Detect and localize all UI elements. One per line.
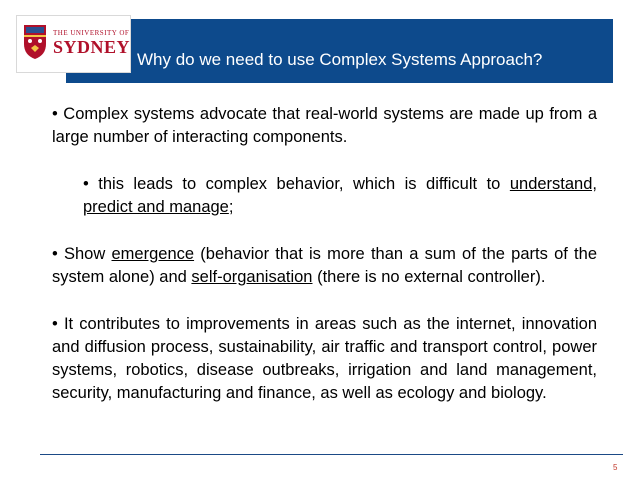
underlined-phrase: understand, predict and manage bbox=[83, 175, 597, 216]
bullet-marker: • bbox=[52, 315, 58, 333]
bullet-1 bbox=[52, 103, 597, 149]
crest-icon bbox=[23, 24, 47, 60]
bullet-marker: • bbox=[52, 105, 58, 123]
bullet-2 bbox=[52, 243, 597, 289]
bullet-2-text-a: Show bbox=[64, 245, 112, 263]
bullet-2-text-c: (there is no external controller). bbox=[312, 268, 546, 286]
logo-university-of: THE UNIVERSITY OF bbox=[53, 29, 130, 37]
slide-body bbox=[52, 103, 597, 405]
sub-bullet-end: ; bbox=[228, 198, 234, 216]
page-number: 5 bbox=[613, 463, 618, 472]
bullet-3-text: It contributes to improvements in areas such as the internet, innovation and diffusion process, sustainability, air traffic and transport control, power systems, robotics, disease outbreaks, irrigation and land management, security, manufacturing and finance, as well as ecology and biology. bbox=[52, 315, 597, 402]
logo-sydney: SYDNEY bbox=[53, 37, 131, 57]
sub-bullet-text: this leads to complex behavior, which is difficult to bbox=[98, 175, 510, 193]
self-organisation-term: self-organisation bbox=[191, 268, 313, 286]
bullet-marker: • bbox=[83, 175, 89, 193]
bullet-2-text-b: (behavior that is more than a sum of the parts of the system alone) and bbox=[52, 245, 597, 286]
bullet-3 bbox=[52, 313, 597, 405]
emergence-term: emergence bbox=[111, 245, 195, 263]
sub-bullet-1 bbox=[83, 173, 597, 219]
slide-title: Why do we need to use Complex Systems Approach? bbox=[137, 50, 543, 69]
bullet-1-text: Complex systems advocate that real-world systems are made up from a large number of interacting components. bbox=[52, 105, 597, 146]
footer-divider bbox=[40, 454, 623, 455]
bullet-marker: • bbox=[52, 245, 58, 263]
university-logo bbox=[17, 16, 130, 72]
